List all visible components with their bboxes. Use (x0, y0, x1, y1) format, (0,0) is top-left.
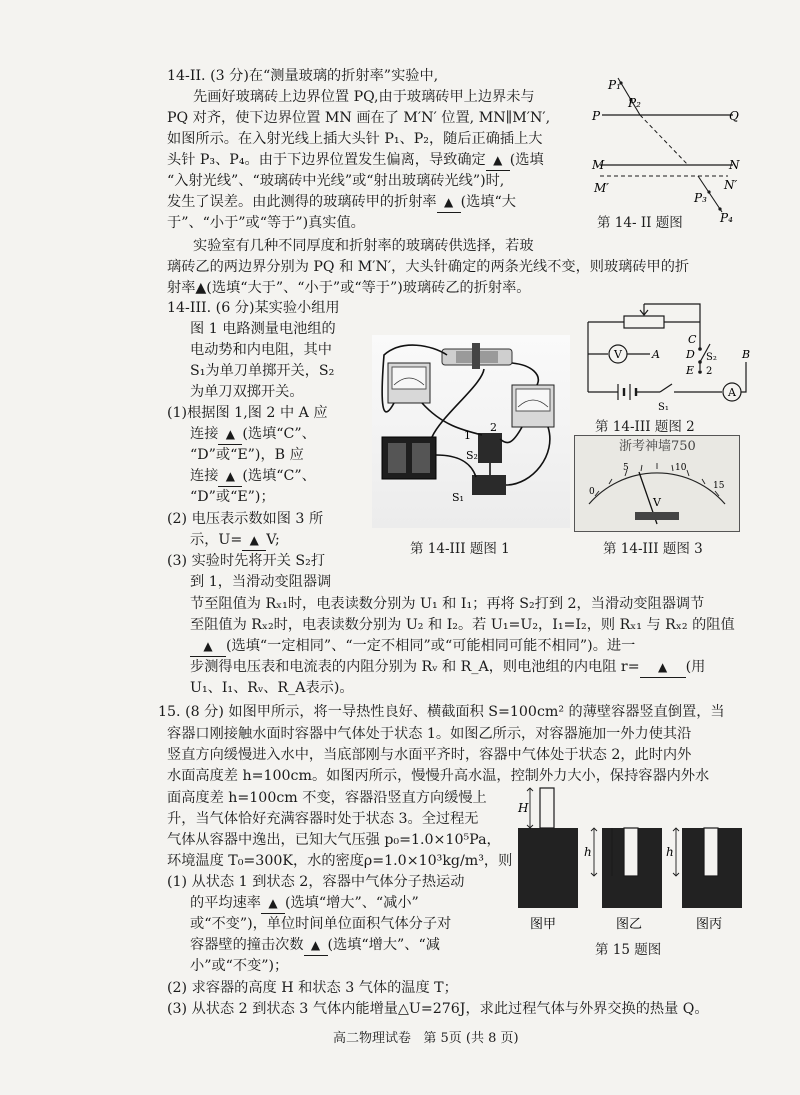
diagram-s2-label: S₂ (706, 352, 717, 363)
photo-label-2: 2 (490, 421, 497, 434)
q15-line-11: 或“不变”)，单位时间单位面积气体分子对 (190, 916, 452, 932)
answer-blank: ▲ (304, 935, 328, 956)
q14-3-line-3: 电动势和内电阻，其中 (190, 342, 332, 358)
label-q: Q (729, 109, 739, 123)
meter-tick-0: 0 (589, 487, 595, 497)
q15-line-7: 气体从容器中逸出，已知大气压强 p₀=1.0×10⁵Pa， (167, 832, 501, 848)
q14-2-line-1: 14-II. (3 分)在“测量玻璃的折射率”实验中, (167, 68, 439, 84)
q14-2-figure-caption: 第 14- II 题图 (597, 215, 683, 231)
answer-blank: ▲ (218, 466, 242, 487)
q14-2-line-7: 发生了误差。由此测得的玻璃砖甲的折射率 ▲ (选填“大 (167, 192, 516, 213)
answer-blank: ▲ (640, 657, 686, 678)
label-p1: P₁ (608, 78, 621, 92)
q15-line-5: 面高度差 h=100cm 不变，容器沿竖直方向缓慢上 (167, 790, 487, 806)
q15-line-10: 的平均速率 ▲ (选填“增大”、“减小” (190, 893, 419, 914)
label-yi: 图乙 (616, 917, 643, 932)
q14-3-wide-1: 节至阻值为 Rₓ₁时，电表读数分别为 U₁ 和 I₁；再将 S₂打到 2，当滑动变阻器调节 (190, 596, 705, 612)
q14-3-line-14: 到 1，当滑动变阻器调 (190, 574, 332, 590)
q14-3-line-7: 连接 ▲ (选填“C”、 (190, 424, 316, 445)
q14-2-line-11: 射率▲(选填“大于”、“小于”或“等于”)玻璃砖乙的折射率。 (167, 280, 531, 296)
q14-2-line-2: 先画好玻璃砖上边界位置 PQ,由于玻璃砖甲上边界未与 (193, 89, 535, 105)
q14-3-figure-2-caption: 第 14-III 题图 2 (595, 419, 695, 435)
meter-v-label: V (653, 496, 661, 509)
q15-line-2: 容器口刚接触水面时容器中气体处于状态 1。如图乙所示，对容器施加一外力使其沿 (167, 726, 692, 742)
diagram-s1-label: S₁ (658, 402, 669, 412)
answer-blank: ▲ (190, 636, 226, 657)
q15-line-6: 升，当气体恰好充满容器时处于状态 3。全过程无 (167, 811, 479, 827)
q14-3-line-9: 连接 ▲ (选填“C”、 (190, 466, 316, 487)
diagram-terminal-a: A (652, 348, 660, 361)
meter-tick-10: 10 (675, 463, 687, 473)
meter-tick-5: 5 (623, 463, 629, 473)
q15-line-3: 竖直方向缓慢进入水中，当底部刚与水面平齐时，容器中气体处于状态 2，此时内外 (167, 747, 692, 763)
q15-line-4: 水面高度差 h=100cm。如图丙所示，慢慢升高水温，控制外力大小，保持容器内外水 (167, 768, 710, 784)
q15-line-15: (3) 从状态 2 到状态 3 气体内能增量△U=276J，求此过程气体与外界交换的热量 Q。 (167, 1001, 709, 1017)
label-p4: P₄ (720, 211, 733, 225)
q14-2-line-3: PQ 对齐，使下边界位置 MN 画在了 M′N′ 位置, MN∥M′N′, (167, 110, 551, 126)
q14-3-line-2: 图 1 电路测量电池组的 (190, 321, 336, 337)
label-p2: P₂ (628, 96, 641, 110)
answer-blank: ▲ (437, 192, 461, 213)
q14-3-line-12: 示，U= ▲ V; (190, 530, 280, 551)
circuit-diagram (580, 300, 755, 412)
answer-blank: ▲ (486, 150, 510, 171)
q14-3-line-8: “D”或“E”)，B 应 (190, 447, 304, 463)
q14-2-line-4: 如图所示。在入射光线上插大头针 P₁、P₂，随后正确插上大 (167, 131, 543, 147)
q15-line-13: 小”或“不变”)； (190, 958, 289, 974)
diagram-two-label: 2 (706, 366, 713, 377)
q14-3-wide-4: 步测得电压表和电流表的内阻分别为 Rᵥ 和 R_A，则电池组的内电阻 r= ▲ (用 (190, 657, 705, 678)
q14-3-line-10: “D”或“E”)； (190, 489, 275, 505)
q14-3-line-5: 为单刀双掷开关。 (190, 384, 304, 400)
container-water-figure (512, 780, 742, 938)
q15-line-9: (1) 从状态 1 到状态 2，容器中气体分子热运动 (167, 874, 465, 890)
photo-label-s1: S₁ (452, 491, 464, 504)
q15-line-14: (2) 求容器的高度 H 和状态 3 气体的温度 T； (167, 980, 458, 996)
meter-tick-15: 15 (713, 481, 725, 491)
diagram-terminal-c: C (688, 333, 697, 346)
label-h-bing: h (666, 845, 674, 859)
q14-3-line-4: S₁为单刀单掷开关，S₂ (190, 363, 335, 379)
q14-3-line-6: (1)根据图 1,图 2 中 A 应 (167, 405, 328, 421)
q14-2-line-6: “入射光线”、“玻璃砖中光线”或“射出玻璃砖光线”)时, (167, 173, 505, 189)
q14-2-line-8: 于”、“小于”或“等于”)真实值。 (167, 215, 365, 231)
q15-line-1: 15. (8 分) 如图甲所示，将一导热性良好、横截面积 S=100cm² 的薄壁容器竖直倒置，当 (158, 704, 725, 720)
q14-3-line-11: (2) 电压表示数如图 3 所 (167, 511, 324, 527)
circuit-photo (372, 335, 570, 528)
diagram-terminal-e: E (686, 364, 695, 377)
photo-label-1: 1 (464, 429, 471, 442)
label-n: N (729, 158, 740, 172)
q14-2-line-9: 实验室有几种不同厚度和折射率的玻璃砖供选择，若玻 (193, 238, 534, 254)
q15-line-8: 环境温度 T₀=300K，水的密度ρ=1.0×10³kg/m³，则 (167, 853, 513, 869)
label-m-prime: M′ (594, 181, 610, 195)
diagram-terminal-b: B (742, 348, 751, 361)
glass-refraction-figure (588, 70, 748, 225)
diagram-terminal-d: D (686, 348, 695, 361)
label-height-h-cap: H (518, 801, 529, 815)
label-jia: 图甲 (530, 917, 557, 932)
diagram-ammeter-label: A (728, 386, 736, 399)
label-p: P (592, 109, 601, 123)
answer-blank: ▲ (242, 530, 266, 551)
label-m: M (592, 158, 605, 172)
q14-3-figure-1-caption: 第 14-III 题图 1 (410, 541, 510, 557)
meter-watermark: 浙考神墙750 (619, 439, 696, 454)
q14-2-line-5: 头针 P₃、P₄。由于下边界位置发生偏离，导致确定 ▲ (选填 (167, 150, 544, 171)
label-p3: P₃ (694, 191, 707, 205)
label-bing: 图丙 (696, 917, 723, 932)
photo-label-s2: S₂ (466, 449, 478, 462)
q15-line-12: 容器壁的撞击次数 ▲ (选填“增大”、“减 (190, 935, 440, 956)
answer-blank: ▲ (261, 893, 285, 914)
label-n-prime: N′ (724, 178, 738, 192)
q14-3-wide-2: 至阻值为 Rₓ₂时，电表读数分别为 U₂ 和 I₂。若 U₁=U₂，I₁=I₂，则 Rₓ₁ 与 Rₓ₂ 的阻值 (190, 617, 735, 633)
q14-3-wide-5: U₁、I₁、Rᵥ、R_A表示)。 (190, 680, 354, 696)
q14-3-figure-3-caption: 第 14-III 题图 3 (603, 541, 703, 557)
page-footer: 高二物理试卷 第 5页 (共 8 页) (333, 1031, 519, 1046)
q14-2-line-10: 璃砖乙的两边界分别为 PQ 和 M′N′，大头针确定的两条光线不变，则玻璃砖甲的折 (167, 259, 690, 275)
q15-figure-caption: 第 15 题图 (595, 942, 662, 958)
q14-3-line-1: 14-III. (6 分)某实验小组用 (167, 300, 340, 316)
voltmeter-dial (574, 435, 740, 532)
answer-blank: ▲ (218, 424, 242, 445)
label-h-yi: h (584, 845, 592, 859)
q14-3-wide-3: ▲ (选填“一定相同”、“一定不相同”或“可能相同可能不相同”)。进一 (190, 636, 635, 657)
diagram-voltmeter-label: V (614, 348, 622, 361)
q14-3-line-13: (3) 实验时先将开关 S₂打 (167, 553, 326, 569)
